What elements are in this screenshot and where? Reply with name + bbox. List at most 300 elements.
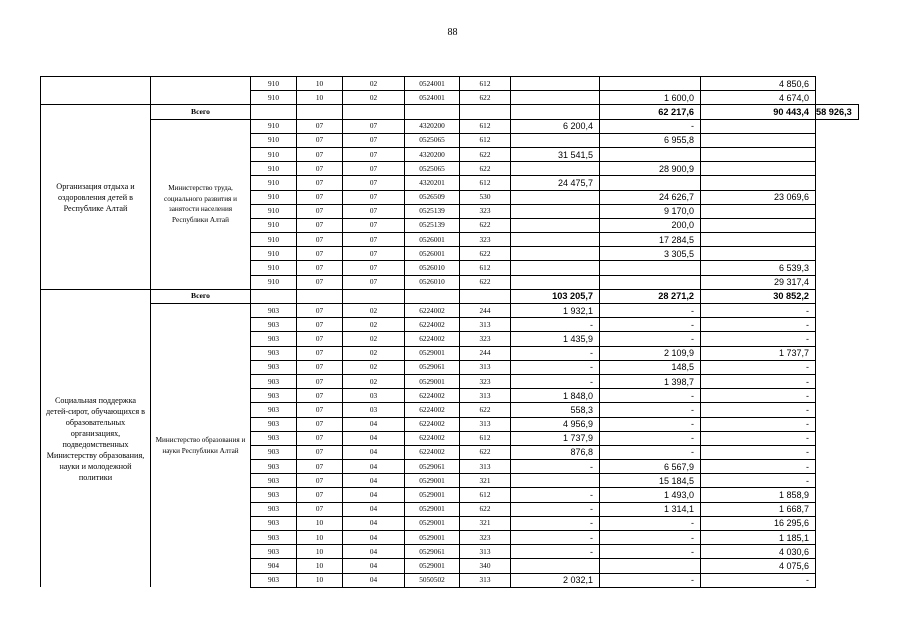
amount-cell-3: - (701, 460, 816, 474)
subsection-cell: 02 (343, 91, 405, 105)
amount-cell-3 (701, 176, 816, 190)
grbs-cell: 903 (251, 488, 297, 502)
amount-cell-3: - (701, 389, 816, 403)
subsection-cell: 04 (343, 488, 405, 502)
target-article-cell: 0529001 (405, 488, 460, 502)
section-cell: 07 (297, 488, 343, 502)
empty-cell (251, 289, 297, 303)
expense-type-cell: 323 (460, 233, 511, 247)
section-cell: 07 (297, 318, 343, 332)
total-amount-2: 28 271,2 (600, 289, 701, 303)
amount-cell-2: - (600, 304, 701, 318)
amount-cell-1 (511, 233, 600, 247)
amount-cell-1: 2 032,1 (511, 573, 600, 587)
expense-type-cell: 323 (460, 374, 511, 388)
section-cell: 10 (297, 545, 343, 559)
target-article-cell: 0524001 (405, 77, 460, 91)
grbs-cell: 910 (251, 261, 297, 275)
subsection-cell: 04 (343, 531, 405, 545)
subsection-cell: 04 (343, 431, 405, 445)
target-article-cell: 0529061 (405, 460, 460, 474)
grbs-cell: 910 (251, 275, 297, 289)
target-article-cell: 0524001 (405, 91, 460, 105)
amount-cell-1: 31 541,5 (511, 147, 600, 161)
grbs-cell: 910 (251, 176, 297, 190)
grbs-cell: 903 (251, 445, 297, 459)
section-cell: 07 (297, 162, 343, 176)
subsection-cell: 03 (343, 389, 405, 403)
grbs-cell: 903 (251, 516, 297, 530)
amount-cell-3: 4 674,0 (701, 91, 816, 105)
amount-cell-2: 200,0 (600, 218, 701, 232)
amount-cell-1 (511, 133, 600, 147)
grbs-cell: 903 (251, 545, 297, 559)
section-cell: 07 (297, 218, 343, 232)
amount-cell-1 (511, 474, 600, 488)
total-label: Всего (151, 289, 251, 303)
target-article-cell: 0525139 (405, 204, 460, 218)
amount-cell-1: - (511, 531, 600, 545)
amount-cell-2: - (600, 403, 701, 417)
subsection-cell: 07 (343, 162, 405, 176)
subsection-cell: 04 (343, 502, 405, 516)
amount-cell-1: 1 737,9 (511, 431, 600, 445)
amount-cell-1: - (511, 516, 600, 530)
expense-type-cell: 622 (460, 247, 511, 261)
expense-type-cell: 323 (460, 204, 511, 218)
expense-type-cell: 321 (460, 474, 511, 488)
expense-type-cell: 313 (460, 573, 511, 587)
amount-cell-3: 4 850,6 (701, 77, 816, 91)
amount-cell-3: 29 317,4 (701, 275, 816, 289)
section-cell: 07 (297, 460, 343, 474)
amount-cell-1 (511, 261, 600, 275)
grbs-cell: 903 (251, 531, 297, 545)
amount-cell-1 (511, 559, 600, 573)
section-cell: 07 (297, 247, 343, 261)
amount-cell-1: 24 475,7 (511, 176, 600, 190)
grbs-cell: 910 (251, 147, 297, 161)
amount-cell-3: - (701, 360, 816, 374)
grbs-cell: 903 (251, 460, 297, 474)
subsection-cell: 04 (343, 573, 405, 587)
expense-type-cell: 622 (460, 147, 511, 161)
target-article-cell: 0529001 (405, 531, 460, 545)
amount-cell-2: - (600, 332, 701, 346)
subsection-cell: 04 (343, 445, 405, 459)
grbs-cell: 910 (251, 233, 297, 247)
subsection-cell: 04 (343, 559, 405, 573)
amount-cell-2: 1 600,0 (600, 91, 701, 105)
expense-type-cell: 313 (460, 545, 511, 559)
section-cell: 07 (297, 147, 343, 161)
expense-type-cell: 612 (460, 119, 511, 133)
section-cell: 07 (297, 204, 343, 218)
amount-cell-2: - (600, 531, 701, 545)
grbs-cell: 903 (251, 389, 297, 403)
amount-cell-1: - (511, 374, 600, 388)
grbs-cell: 903 (251, 332, 297, 346)
section-cell: 07 (297, 176, 343, 190)
subsection-cell: 03 (343, 403, 405, 417)
continued-program-cell (41, 77, 151, 105)
empty-cell (343, 105, 405, 119)
table-row (41, 119, 859, 133)
target-article-cell: 6224002 (405, 389, 460, 403)
program-title-1: Организация отдыха и оздоровления детей в Республике Алтай (41, 105, 151, 289)
grbs-cell: 904 (251, 559, 297, 573)
total-amount-2: 90 443,4 (701, 105, 816, 119)
subsection-cell: 07 (343, 275, 405, 289)
amount-cell-3: - (701, 445, 816, 459)
amount-cell-1: - (511, 460, 600, 474)
expense-type-cell: 313 (460, 389, 511, 403)
expense-type-cell: 244 (460, 304, 511, 318)
amount-cell-3 (701, 204, 816, 218)
total-amount-1: 62 217,6 (600, 105, 701, 119)
amount-cell-2 (600, 77, 701, 91)
expense-type-cell: 323 (460, 332, 511, 346)
section-cell: 10 (297, 91, 343, 105)
amount-cell-3: 16 295,6 (701, 516, 816, 530)
subsection-cell: 07 (343, 247, 405, 261)
empty-cell (460, 289, 511, 303)
amount-cell-1: - (511, 346, 600, 360)
amount-cell-3: 23 069,6 (701, 190, 816, 204)
section-cell: 07 (297, 389, 343, 403)
amount-cell-2: 28 900,9 (600, 162, 701, 176)
target-article-cell: 6224002 (405, 318, 460, 332)
empty-cell (251, 105, 297, 119)
section-cell: 07 (297, 417, 343, 431)
subsection-cell: 07 (343, 119, 405, 133)
total-amount-3: 30 852,2 (701, 289, 816, 303)
target-article-cell: 4320201 (405, 176, 460, 190)
amount-cell-3: 1 185,1 (701, 531, 816, 545)
amount-cell-2: 1 493,0 (600, 488, 701, 502)
subsection-cell: 07 (343, 190, 405, 204)
amount-cell-2: - (600, 573, 701, 587)
subsection-cell: 02 (343, 332, 405, 346)
target-article-cell: 0529001 (405, 516, 460, 530)
amount-cell-3: - (701, 304, 816, 318)
section-cell: 07 (297, 403, 343, 417)
amount-cell-2: - (600, 318, 701, 332)
amount-cell-2: 3 305,5 (600, 247, 701, 261)
amount-cell-3: 6 539,3 (701, 261, 816, 275)
target-article-cell: 0529001 (405, 474, 460, 488)
target-article-cell: 0529061 (405, 545, 460, 559)
total-row (41, 289, 859, 303)
expense-type-cell: 313 (460, 318, 511, 332)
total-label: Всего (151, 105, 251, 119)
empty-cell (511, 105, 600, 119)
grbs-cell: 903 (251, 304, 297, 318)
amount-cell-3 (701, 119, 816, 133)
expense-type-cell: 622 (460, 218, 511, 232)
subsection-cell: 02 (343, 346, 405, 360)
amount-cell-1 (511, 77, 600, 91)
amount-cell-2: 1 398,7 (600, 374, 701, 388)
section-cell: 07 (297, 474, 343, 488)
grbs-cell: 910 (251, 133, 297, 147)
amount-cell-2: 6 567,9 (600, 460, 701, 474)
target-article-cell: 4320200 (405, 147, 460, 161)
amount-cell-2: - (600, 516, 701, 530)
amount-cell-2: 148,5 (600, 360, 701, 374)
expense-type-cell: 313 (460, 460, 511, 474)
subsection-cell: 04 (343, 516, 405, 530)
continued-ministry-cell (151, 77, 251, 105)
section-cell: 10 (297, 531, 343, 545)
expense-type-cell: 323 (460, 531, 511, 545)
expense-type-cell: 612 (460, 133, 511, 147)
amount-cell-2 (600, 275, 701, 289)
amount-cell-1: 1 848,0 (511, 389, 600, 403)
section-cell: 07 (297, 360, 343, 374)
section-cell: 07 (297, 431, 343, 445)
total-amount-1: 103 205,7 (511, 289, 600, 303)
empty-cell (343, 289, 405, 303)
grbs-cell: 903 (251, 502, 297, 516)
grbs-cell: 903 (251, 474, 297, 488)
target-article-cell: 0526010 (405, 261, 460, 275)
amount-cell-1: 4 956,9 (511, 417, 600, 431)
subsection-cell: 07 (343, 133, 405, 147)
amount-cell-3: 1 737,7 (701, 346, 816, 360)
grbs-cell: 903 (251, 346, 297, 360)
target-article-cell: 6224002 (405, 445, 460, 459)
grbs-cell: 903 (251, 417, 297, 431)
amount-cell-3: 1 858,9 (701, 488, 816, 502)
amount-cell-1: - (511, 360, 600, 374)
target-article-cell: 0525065 (405, 133, 460, 147)
empty-cell (297, 289, 343, 303)
subsection-cell: 04 (343, 545, 405, 559)
grbs-cell: 910 (251, 190, 297, 204)
amount-cell-3: - (701, 374, 816, 388)
subsection-cell: 04 (343, 474, 405, 488)
table-row (41, 304, 859, 318)
grbs-cell: 903 (251, 318, 297, 332)
amount-cell-1: 6 200,4 (511, 119, 600, 133)
target-article-cell: 6224002 (405, 403, 460, 417)
amount-cell-2: - (600, 417, 701, 431)
grbs-cell: 903 (251, 573, 297, 587)
amount-cell-2: 6 955,8 (600, 133, 701, 147)
amount-cell-1: - (511, 502, 600, 516)
amount-cell-2: 24 626,7 (600, 190, 701, 204)
subsection-cell: 02 (343, 77, 405, 91)
expense-type-cell: 622 (460, 403, 511, 417)
section-cell: 07 (297, 502, 343, 516)
amount-cell-3: 1 668,7 (701, 502, 816, 516)
amount-cell-3: - (701, 431, 816, 445)
amount-cell-1 (511, 162, 600, 176)
amount-cell-2: 1 314,1 (600, 502, 701, 516)
amount-cell-3 (701, 247, 816, 261)
amount-cell-3 (701, 218, 816, 232)
expense-type-cell: 622 (460, 275, 511, 289)
target-article-cell: 0529001 (405, 559, 460, 573)
subsection-cell: 04 (343, 460, 405, 474)
grbs-cell: 910 (251, 218, 297, 232)
subsection-cell: 04 (343, 417, 405, 431)
amount-cell-1 (511, 275, 600, 289)
expense-type-cell: 340 (460, 559, 511, 573)
budget-table (40, 76, 859, 588)
grbs-cell: 903 (251, 403, 297, 417)
target-article-cell: 6224002 (405, 431, 460, 445)
target-article-cell: 6224002 (405, 304, 460, 318)
expense-type-cell: 612 (460, 488, 511, 502)
amount-cell-2: 2 109,9 (600, 346, 701, 360)
amount-cell-3: - (701, 573, 816, 587)
section-cell: 10 (297, 516, 343, 530)
amount-cell-1 (511, 218, 600, 232)
amount-cell-2 (600, 176, 701, 190)
amount-cell-3: - (701, 403, 816, 417)
amount-cell-2: - (600, 389, 701, 403)
target-article-cell: 5050502 (405, 573, 460, 587)
section-cell: 07 (297, 304, 343, 318)
target-article-cell: 6224002 (405, 417, 460, 431)
grbs-cell: 910 (251, 77, 297, 91)
target-article-cell: 6224002 (405, 332, 460, 346)
amount-cell-2 (600, 147, 701, 161)
subsection-cell: 02 (343, 360, 405, 374)
amount-cell-1 (511, 247, 600, 261)
subsection-cell: 02 (343, 318, 405, 332)
ministry-name-1: Министерство труда, социального развития и занятости населения Республики Алтай (151, 119, 251, 289)
grbs-cell: 910 (251, 119, 297, 133)
section-cell: 07 (297, 133, 343, 147)
amount-cell-1 (511, 204, 600, 218)
subsection-cell: 07 (343, 261, 405, 275)
subsection-cell: 07 (343, 218, 405, 232)
expense-type-cell: 612 (460, 176, 511, 190)
amount-cell-2: - (600, 119, 701, 133)
empty-cell (405, 289, 460, 303)
section-cell: 07 (297, 190, 343, 204)
empty-cell (460, 105, 511, 119)
grbs-cell: 910 (251, 247, 297, 261)
amount-cell-3 (701, 162, 816, 176)
expense-type-cell: 530 (460, 190, 511, 204)
amount-cell-3: - (701, 474, 816, 488)
target-article-cell: 0526509 (405, 190, 460, 204)
amount-cell-2: 9 170,0 (600, 204, 701, 218)
amount-cell-3: - (701, 332, 816, 346)
ministry-name-2: Министерство образования и науки Республики Алтай (151, 304, 251, 588)
amount-cell-1 (511, 91, 600, 105)
empty-cell (297, 105, 343, 119)
expense-type-cell: 612 (460, 431, 511, 445)
expense-type-cell: 244 (460, 346, 511, 360)
amount-cell-2: 17 284,5 (600, 233, 701, 247)
expense-type-cell: 321 (460, 516, 511, 530)
grbs-cell: 910 (251, 162, 297, 176)
total-amount-3: 58 926,3 (816, 105, 859, 119)
expense-type-cell: 622 (460, 162, 511, 176)
target-article-cell: 0525139 (405, 218, 460, 232)
amount-cell-3: 4 075,6 (701, 559, 816, 573)
amount-cell-1: 558,3 (511, 403, 600, 417)
amount-cell-3 (701, 233, 816, 247)
program-title-2: Социальная поддержка детей-сирот, обучающихся в образовательных организациях, подведомственных Министерству образования, науки и молодежной политики (41, 289, 151, 587)
expense-type-cell: 313 (460, 360, 511, 374)
target-article-cell: 0526001 (405, 247, 460, 261)
amount-cell-1: 1 435,9 (511, 332, 600, 346)
amount-cell-3: - (701, 318, 816, 332)
amount-cell-1 (511, 190, 600, 204)
target-article-cell: 0529061 (405, 360, 460, 374)
amount-cell-1: 876,8 (511, 445, 600, 459)
subsection-cell: 07 (343, 147, 405, 161)
target-article-cell: 0529001 (405, 374, 460, 388)
subsection-cell: 07 (343, 204, 405, 218)
expense-type-cell: 612 (460, 261, 511, 275)
section-cell: 10 (297, 573, 343, 587)
section-cell: 07 (297, 374, 343, 388)
amount-cell-2: - (600, 445, 701, 459)
grbs-cell: 903 (251, 431, 297, 445)
target-article-cell: 0526010 (405, 275, 460, 289)
section-cell: 07 (297, 275, 343, 289)
expense-type-cell: 612 (460, 77, 511, 91)
subsection-cell: 07 (343, 176, 405, 190)
amount-cell-2 (600, 559, 701, 573)
amount-cell-3: - (701, 417, 816, 431)
subsection-cell: 07 (343, 233, 405, 247)
subsection-cell: 02 (343, 374, 405, 388)
amount-cell-3: 4 030,6 (701, 545, 816, 559)
total-row (41, 105, 859, 119)
amount-cell-1: - (511, 545, 600, 559)
page-number: 88 (447, 27, 458, 38)
grbs-cell: 910 (251, 91, 297, 105)
empty-cell (405, 105, 460, 119)
grbs-cell: 910 (251, 204, 297, 218)
section-cell: 07 (297, 119, 343, 133)
target-article-cell: 0529001 (405, 346, 460, 360)
target-article-cell: 0526001 (405, 233, 460, 247)
expense-type-cell: 313 (460, 417, 511, 431)
target-article-cell: 0525065 (405, 162, 460, 176)
section-cell: 10 (297, 77, 343, 91)
section-cell: 07 (297, 445, 343, 459)
subsection-cell: 02 (343, 304, 405, 318)
section-cell: 10 (297, 559, 343, 573)
amount-cell-2: 15 184,5 (600, 474, 701, 488)
expense-type-cell: 622 (460, 502, 511, 516)
table-body (41, 77, 859, 588)
section-cell: 07 (297, 233, 343, 247)
amount-cell-2: - (600, 545, 701, 559)
amount-cell-1: - (511, 488, 600, 502)
section-cell: 07 (297, 332, 343, 346)
amount-cell-3 (701, 133, 816, 147)
amount-cell-3 (701, 147, 816, 161)
amount-cell-1: - (511, 318, 600, 332)
section-cell: 07 (297, 346, 343, 360)
grbs-cell: 903 (251, 360, 297, 374)
amount-cell-2 (600, 261, 701, 275)
target-article-cell: 4320200 (405, 119, 460, 133)
target-article-cell: 0529001 (405, 502, 460, 516)
section-cell: 07 (297, 261, 343, 275)
amount-cell-2: - (600, 431, 701, 445)
